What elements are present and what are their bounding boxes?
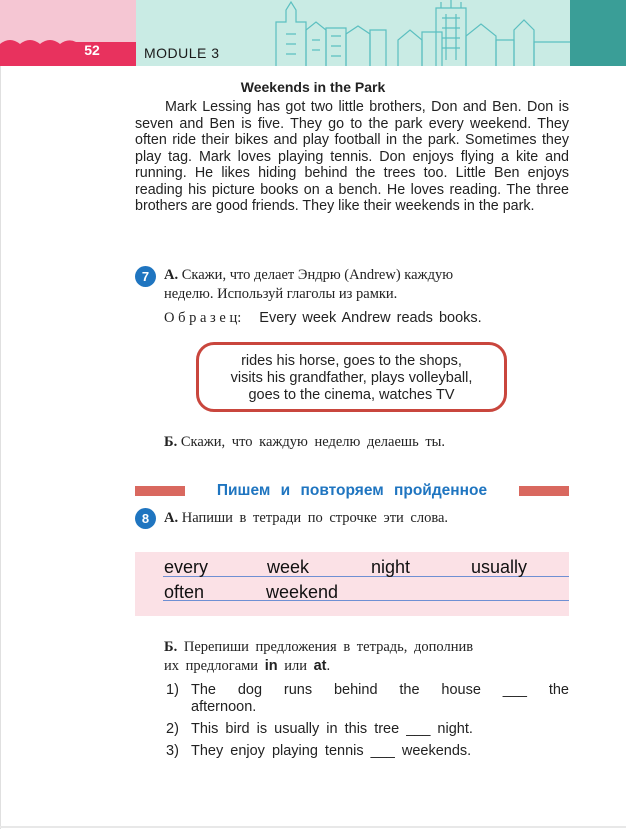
handwriting-rule-2 [163,600,569,601]
list-item-text: The dog runs behind the house ___ the [191,682,569,698]
exercise-8a-instruction [164,509,448,528]
word-or: или [284,658,307,674]
verb-frame-line-2: visits his grandfather, plays volleyball, [230,370,473,386]
story-text: Mark Lessing has got two little brothers, Don and Ben. Don is seven and Ben is five. They go to the park every weekend. They often ride their bikes and play football in the park. Sometimes they play tag. Mark loves playing tennis. Don enjoys flying a kite and running. He likes hiding behind the trees too. Little Ben enjoys reading his picture books on a bench. He loves reading. The three brothers are good friends. They like their weekends in the park. [135,99,569,214]
preposition-at: at [313,658,327,674]
exercise-7a-label: А. [164,267,179,283]
list-item-number: 1) [166,682,179,698]
handwriting-word: usually [471,557,528,577]
exercise-7a-line2: неделю. Используй глаголы из рамки. [164,286,398,302]
list-item-text: They enjoy playing tennis ___ weekends. [191,743,472,759]
section-banner-text: Пишем и повторяем пройденное [216,482,488,499]
handwriting-word: week [267,557,310,577]
list-item-text: This bird is usually in this tree ___ night. [191,721,473,737]
exercise-8b-line2: их предлогами [164,658,259,674]
page-bottom-edge [0,826,626,828]
exercise-8b-instruction [164,638,569,676]
exercise-7-number: 7 [135,266,156,287]
exercise-8-number: 8 [135,508,156,529]
exercise-7a-instruction [164,266,569,304]
exercise-7b-text: Скажи, что каждую неделю делаешь ты. [180,434,446,450]
story-title: Weekends in the Park [240,79,386,95]
handwriting-word: night [371,557,411,577]
preposition-in: in [264,658,278,674]
section-banner [0,482,626,500]
list-item-number: 3) [166,743,179,759]
sample-text: Every week Andrew reads books. [259,310,482,326]
exercise-8b-label: Б. [164,639,178,655]
list-item-number: 2) [166,721,179,737]
exercise-8b-line1: Перепиши предложения в тетрадь, дополнив [183,639,474,655]
sample-label: О б р а з е ц: [164,310,242,326]
exercise-7b-instruction [164,433,445,452]
exercise-8a-text: Напиши в тетради по строчке эти слова. [181,510,449,526]
page-left-edge [0,66,1,829]
exercise-7a-line1: Скажи, что делает Эндрю (Andrew) каждую [181,267,454,283]
page-number: 52 [84,42,100,58]
module-label: MODULE 3 [144,45,220,61]
exercise-7-sample [164,309,482,328]
sentence-dot: . [326,658,331,674]
exercise-8a-label: А. [164,510,179,526]
handwriting-word: weekend [266,582,339,602]
verb-frame-line-3: goes to the cinema, watches TV [248,387,455,403]
verb-frame-line-1: rides his horse, goes to the shops, [241,353,462,369]
handwriting-word: often [164,582,205,602]
handwriting-word: every [164,557,209,577]
list-item-text-cont: afternoon. [191,699,257,715]
exercise-7b-label: Б. [164,434,178,450]
header-dark-corner [570,0,626,66]
